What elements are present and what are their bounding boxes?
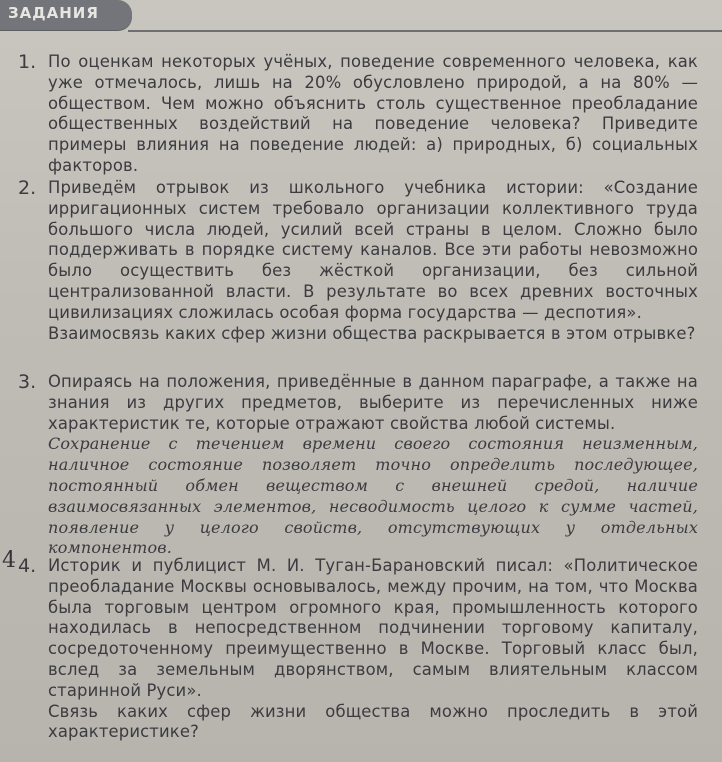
task-number: 2. <box>18 177 37 199</box>
task-question: Взаимосвязь каких сфер жизни общества раскрывается в этом отрывке? <box>48 323 696 343</box>
handwritten-margin-note: 4 <box>2 548 16 573</box>
task-text <box>48 52 698 177</box>
task-number: 3. <box>18 371 37 393</box>
task-paragraph: Опираясь на положения, приведённые в данном параграфе, а также на знания из других предметов, выберите из перечисленных ниже характеристик те, которые отражают свойства любой системы. <box>48 372 698 433</box>
task-paragraph: Историк и публицист М. И. Туган-Барановский писал: «Политическое преобладание Москвы основывалось, между прочим, на том, что Москва была торговым центром огромного края, промышленность которого находилась в непосредственном подчинении торговому капиталу, сосредоточенному преимущественно в Москве. Торговый класс был, вслед за земельным дворянством, самым влиятельным классом старинной Руси». <box>48 556 698 700</box>
task-number: 4. <box>18 555 37 577</box>
task-paragraph: Приведём отрывок из школьного учебника истории: «Создание ирригационных систем требовало организации коллективного труда большого числа людей, усилий всей страны в целом. Сложно было поддерживать в порядке систему каналов. Все эти работы невозможно было осуществить без жёсткой организации, без сильной централизованной власти. В результате во всех древних восточных цивилизациях сложилась особая форма государства — деспотия». <box>48 178 698 322</box>
task-text <box>48 178 698 344</box>
task-question: Связь каких сфер жизни общества можно проследить в этой характеристике? <box>48 701 698 742</box>
header-divider <box>128 30 722 32</box>
task-paragraph: По оценкам некоторых учёных, поведение современного человека, как уже отмечалось, лишь на 20% обусловлено природой, а на 80% — обществом. Чем можно объяснить столь существенное преобладание общественных воздействий на поведение человека? Приведите примеры влияния на поведение людей: а) природных, б) социальных факторов. <box>48 52 698 175</box>
task-text <box>48 372 698 559</box>
section-header <box>0 0 132 30</box>
section-title: ЗАДАНИЯ <box>8 4 99 22</box>
task-text <box>48 556 698 743</box>
task-number: 1. <box>18 51 37 73</box>
task-italic-list: Сохранение с течением времени своего состояния неизменным, наличное состояние позволяет точно определить последующее, постоянный обмен веществом с внешней средой, наличие взаимосвязанных элементов, несводимость целого к сумме частей, появление у целого свойств, отсутствующих у отдельных компонентов. <box>48 434 698 558</box>
